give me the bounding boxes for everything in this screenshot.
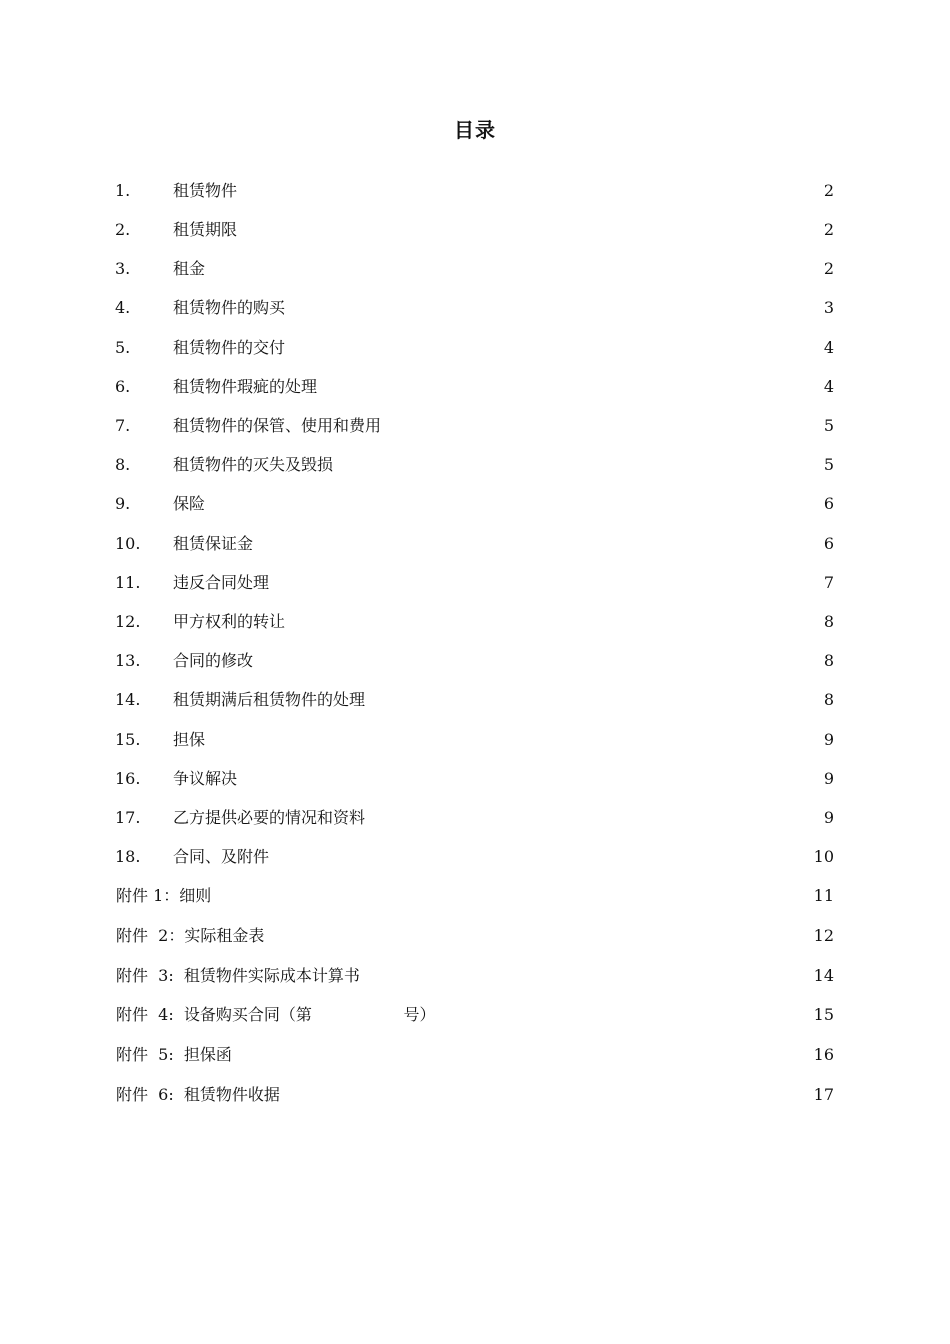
toc-entry-number: 12. [115,612,141,631]
toc-entry-page: 4 [823,377,834,396]
toc-appendix-entry[interactable] [0,964,950,988]
toc-entry-text: 租赁物件瑕疵的处理 [173,377,318,396]
toc-entry-number: 18. [115,847,141,866]
toc-entry[interactable] [0,688,950,712]
toc-entry-text: 乙方提供必要的情况和资料 [173,808,366,827]
toc-entry-text: 租赁物件的灭失及毁损 [173,455,334,474]
toc-appendix-text: 附件 4: 设备购买合同（第 号） [116,1005,436,1024]
toc-entry-text: 租金 [173,259,206,278]
toc-entry[interactable] [0,296,950,320]
toc-entry-number: 1. [115,181,131,200]
toc-entry-number: 13. [115,651,141,670]
toc-entry-number: 4. [115,298,131,317]
toc-appendix-entry[interactable] [0,1003,950,1027]
toc-appendix-page: 17 [813,1085,834,1104]
toc-entry[interactable] [0,610,950,634]
toc-entry-text: 租赁物件 [173,181,238,200]
toc-entry-page: 2 [823,259,834,278]
toc-entry-number: 5. [115,338,131,357]
toc-entry-text: 争议解决 [173,769,238,788]
toc-entry-number: 7. [115,416,131,435]
toc-entry-text: 租赁物件的保管、使用和费用 [173,416,382,435]
toc-entry-number: 10. [115,534,141,553]
toc-entry[interactable] [0,532,950,556]
toc-entry[interactable] [0,257,950,281]
toc-entry-page: 5 [823,455,834,474]
toc-entry-number: 2. [115,220,131,239]
toc-entry-page: 3 [823,298,834,317]
toc-appendix-text: 附件 5: 担保函 [116,1045,232,1064]
toc-entry-text: 违反合同处理 [173,573,270,592]
toc-entry-page: 9 [823,730,834,749]
toc-appendix-page: 14 [813,966,834,985]
toc-entry[interactable] [0,767,950,791]
toc-entry-number: 9. [115,494,131,513]
toc-entry-text: 甲方权利的转让 [173,612,286,631]
toc-entry-page: 9 [823,769,834,788]
toc-entry[interactable] [0,414,950,438]
toc-entry-page: 6 [823,534,834,553]
toc-entry-text: 担保 [173,730,206,749]
toc-title: 目录 [454,118,496,142]
toc-appendix-text: 附件 2：实际租金表 [116,926,265,945]
toc-appendix-text: 附件 6: 租赁物件收据 [116,1085,280,1104]
toc-entry-text: 租赁物件的交付 [173,338,286,357]
toc-entry-number: 17. [115,808,141,827]
toc-entry-page: 2 [823,181,834,200]
toc-entry-page: 4 [823,338,834,357]
toc-appendix-entry[interactable] [0,924,950,948]
toc-entry[interactable] [0,728,950,752]
toc-entry-number: 11. [115,573,141,592]
toc-appendix-text: 附件 1：细则 [116,886,212,905]
toc-appendix-entry[interactable] [0,884,950,908]
toc-entry-text: 合同、及附件 [173,847,270,866]
toc-entry-page: 6 [823,494,834,513]
toc-entry-number: 3. [115,259,131,278]
toc-entry[interactable] [0,453,950,477]
toc-entry-number: 16. [115,769,141,788]
toc-appendix-page: 12 [813,926,834,945]
toc-entry-number: 8. [115,455,131,474]
toc-entry[interactable] [0,492,950,516]
toc-entry[interactable] [0,845,950,869]
toc-entry-page: 8 [823,651,834,670]
toc-appendix-page: 11 [813,886,834,905]
toc-entry-page: 8 [823,612,834,631]
toc-appendix-text: 附件 3: 租赁物件实际成本计算书 [116,966,360,985]
toc-entry-page: 7 [823,573,834,592]
toc-entry[interactable] [0,375,950,399]
toc-entry[interactable] [0,336,950,360]
toc-entry-text: 合同的修改 [173,651,254,670]
toc-entry-text: 保险 [173,494,206,513]
toc-entry-number: 14. [115,690,141,709]
toc-entry-text: 租赁保证金 [173,534,254,553]
toc-entry[interactable] [0,179,950,203]
toc-appendix-entry[interactable] [0,1083,950,1107]
toc-entry-page: 9 [823,808,834,827]
toc-entry[interactable] [0,571,950,595]
toc-entry-page: 2 [823,220,834,239]
toc-entry-number: 15. [115,730,141,749]
toc-entry-number: 6. [115,377,131,396]
toc-appendix-page: 15 [813,1005,834,1024]
toc-appendix-page: 16 [813,1045,834,1064]
toc-entry-page: 10 [813,847,834,866]
toc-entry-page: 5 [823,416,834,435]
toc-entry-page: 8 [823,690,834,709]
toc-entry[interactable] [0,806,950,830]
toc-entry[interactable] [0,649,950,673]
toc-entry-text: 租赁物件的购买 [173,298,286,317]
toc-appendix-entry[interactable] [0,1043,950,1067]
toc-entry[interactable] [0,218,950,242]
toc-entry-text: 租赁期满后租赁物件的处理 [173,690,366,709]
toc-entry-text: 租赁期限 [173,220,238,239]
